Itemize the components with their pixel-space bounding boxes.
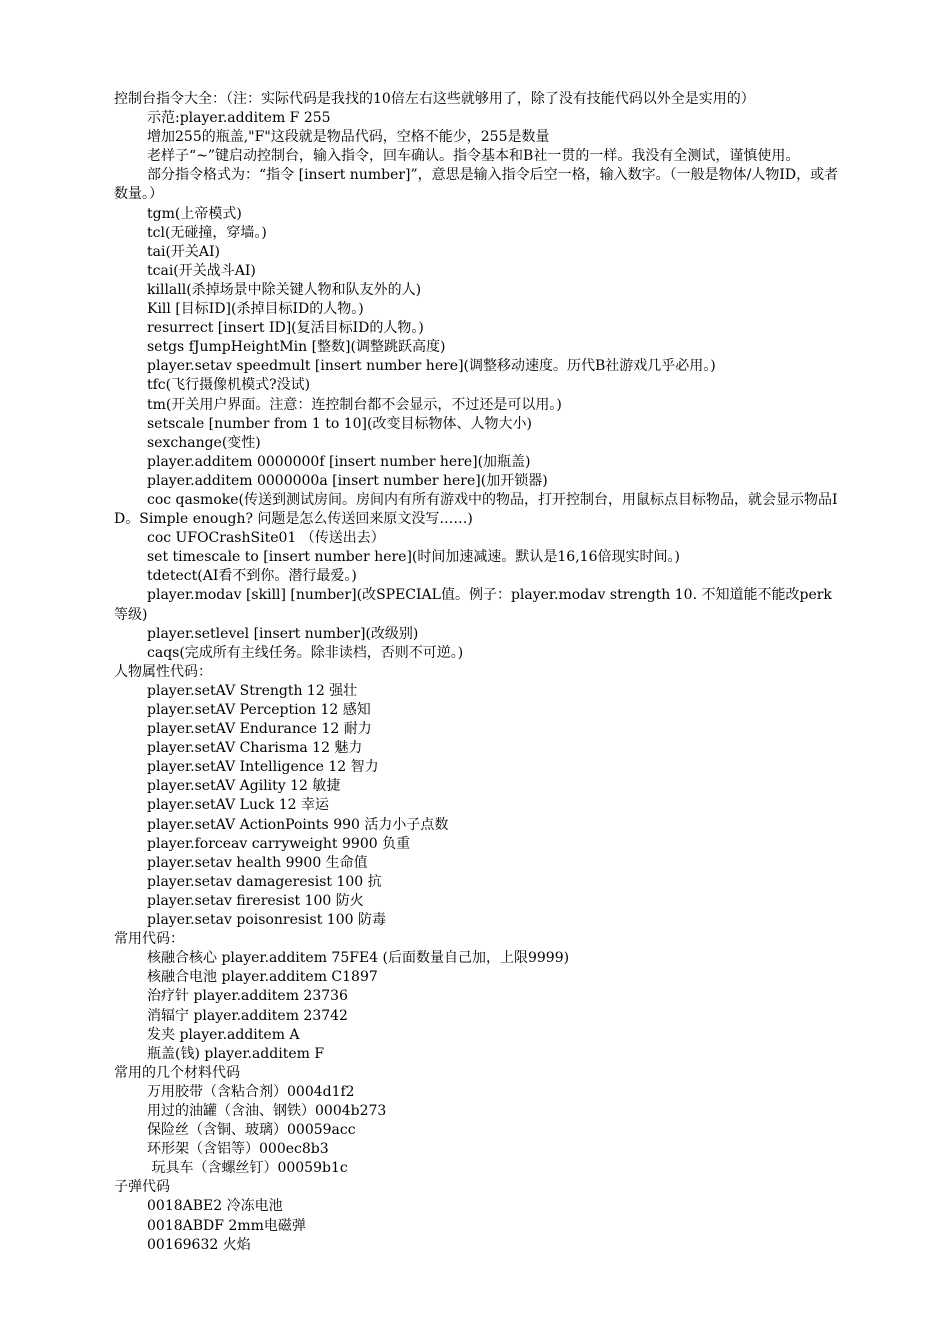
text-line: setscale [number from 1 to 10](改变目标物体、人物大小) (147, 415, 532, 432)
section-heading: 人物属性代码： (114, 663, 212, 680)
text-line: 消辐宁 player.additem 23742 (147, 1007, 348, 1024)
text-line: player.additem 0000000f [insert number here](加瓶盖) (147, 453, 531, 470)
text-line: player.additem 0000000a [insert number here](加开锁器) (147, 472, 548, 489)
text-line: 治疗针 player.additem 23736 (147, 988, 348, 1005)
text-line: tcai(开关战斗AI) (147, 262, 256, 279)
text-line: 部分指令格式为：“指令 [insert number]”，意思是输入指令后空一格，输入数字。（一般是物体/人物ID，或者数量。） (114, 167, 839, 203)
text-line: 老样子“~”键启动控制台，输入指令，回车确认。指令基本和B社一贯的一样。我没有全测试，谨慎使用。 (147, 148, 800, 165)
text-line: setgs fJumpHeightMin [整数](调整跳跃高度) (147, 339, 446, 356)
text-line: 玩具车（含螺丝钉）00059b1c (147, 1160, 348, 1177)
section-heading: 子弹代码 (114, 1179, 170, 1196)
section-heading: 控制台指令大全：（注：实际代码是我找的10倍左右这些就够用了，除了没有技能代码以外全是实用的） (114, 91, 755, 107)
text-line: player.setav speedmult [insert number here](调整移动速度。历代B社游戏几乎必用。) (147, 358, 716, 375)
text-line: player.setav health 9900 生命值 (147, 854, 368, 871)
text-line: coc qasmoke(传送到测试房间。房间内有所有游戏中的物品，打开控制台，用鼠标点目标物品，就会显示物品ID。Simple enough? 问题是怎么传送回来原文没写……) (114, 491, 838, 528)
section-heading: 常用代码： (114, 931, 184, 948)
text-line: tgm(上帝模式) (147, 205, 242, 222)
text-line: player.setAV Agility 12 敏捷 (147, 778, 341, 795)
text-line: player.setAV Strength 12 强壮 (147, 682, 358, 699)
text-line: 发夹 player.additem A (147, 1026, 300, 1043)
text-line: player.modav [skill] [number](改SPECIAL值。例子：player.modav strength 10. 不知道能不能改perk等级) (114, 587, 832, 623)
text-line: 万用胶带（含粘合剂）0004d1f2 (147, 1083, 355, 1100)
text-line: 增加255的瓶盖,"F"这段就是物品代码，空格不能少，255是数量 (147, 129, 550, 146)
text-line: 用过的油罐（含油、钢铁）0004b273 (147, 1102, 387, 1119)
text-line: player.setav damageresist 100 抗 (147, 873, 382, 890)
section-heading: 常用的几个材料代码 (114, 1064, 240, 1081)
document-body (114, 90, 842, 1255)
text-line: resurrect [insert ID](复活目标ID的人物。) (147, 320, 424, 337)
text-line: 保险丝（含铜、玻璃）00059acc (147, 1122, 356, 1139)
text-line: 00169632 火焰 (147, 1236, 251, 1253)
text-line: player.setAV Charisma 12 魅力 (147, 740, 363, 757)
text-line: killall(杀掉场景中除关键人物和队友外的人) (147, 281, 422, 298)
text-line: coc UFOCrashSite01 （传送出去） (147, 530, 385, 547)
text-line: player.setAV ActionPoints 990 活力小子点数 (147, 816, 449, 833)
text-line: player.setAV Luck 12 幸运 (147, 797, 330, 814)
text-line: tfc(飞行摄像机模式?没试) (147, 377, 311, 394)
text-line: player.forceav carryweight 9900 负重 (147, 835, 411, 852)
text-line: 示范:player.additem F 255 (147, 110, 331, 127)
text-line: player.setAV Intelligence 12 智力 (147, 759, 379, 776)
text-line: Kill [目标ID](杀掉目标ID的人物。) (147, 301, 364, 318)
text-line: sexchange(变性) (147, 434, 261, 451)
text-line: tm(开关用户界面。注意：连控制台都不会显示，不过还是可以用。) (147, 396, 562, 413)
text-line: player.setAV Perception 12 感知 (147, 702, 371, 718)
text-line: tdetect(AI看不到你。潜行最爱。) (147, 568, 357, 585)
text-line: set timescale to [insert number here](时间加速减速。默认是16,16倍现实时间。) (147, 549, 680, 566)
text-line: player.setav fireresist 100 防火 (147, 892, 364, 909)
text-line: 核融合电池 player.additem C1897 (147, 969, 378, 986)
text-line: player.setav poisonresist 100 防毒 (147, 912, 386, 929)
text-line: tcl(无碰撞，穿墙。) (147, 224, 267, 241)
text-line: 0018ABDF 2mm电磁弹 (147, 1217, 306, 1234)
text-line: player.setAV Endurance 12 耐力 (147, 721, 372, 738)
text-line: tai(开关AI) (147, 243, 221, 260)
text-line: 0018ABE2 冷冻电池 (147, 1198, 283, 1215)
text-line: 环形架（含铝等）000ec8b3 (147, 1141, 329, 1158)
text-line: player.setlevel [insert number](改级别) (147, 625, 419, 642)
text-line: 瓶盖(钱) player.additem F (147, 1045, 325, 1062)
text-line: 核融合核心 player.additem 75FE4 (后面数量自己加，上限9999) (147, 950, 570, 967)
text-line: caqs(完成所有主线任务。除非读档，否则不可逆。) (147, 644, 464, 661)
